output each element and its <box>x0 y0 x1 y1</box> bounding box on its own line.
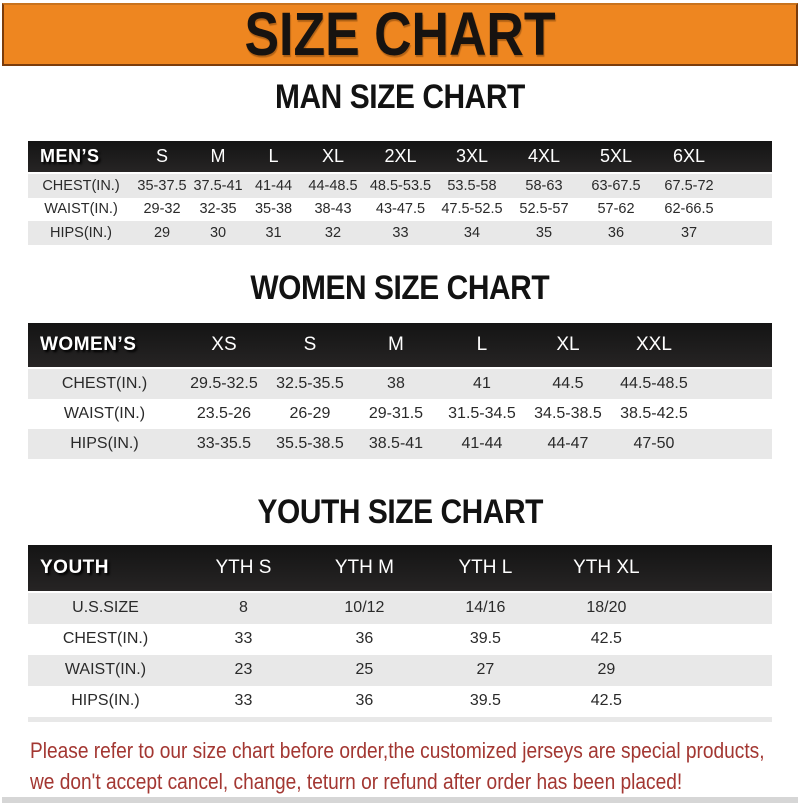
size-value: 42.5 <box>590 692 622 709</box>
size-value: 32-35 <box>199 201 237 218</box>
table-row <box>28 429 772 459</box>
size-value: 35-38 <box>254 201 293 218</box>
size-value: 31 <box>265 224 282 241</box>
size-value: 44.5 <box>552 374 584 392</box>
bottom-edge-strip <box>2 797 798 803</box>
size-value: 33 <box>392 224 409 241</box>
table-row <box>28 686 772 717</box>
size-value: 32.5-35.5 <box>276 374 344 392</box>
size-value: 14/16 <box>465 599 506 616</box>
spacer-cell <box>697 399 772 429</box>
size-value: 33 <box>234 630 253 647</box>
size-value: 8 <box>239 599 248 616</box>
table-row <box>28 545 772 591</box>
size-column-header: YTH M <box>334 556 394 578</box>
size-column-header: S <box>156 146 169 166</box>
size-value: 23 <box>234 661 253 678</box>
size-column-header: L <box>476 333 488 355</box>
size-value: 18/20 <box>586 599 627 616</box>
size-value: 41 <box>473 374 491 392</box>
table-row <box>28 655 772 686</box>
size-column-header: 5XL <box>599 146 632 166</box>
size-value: 29.5-32.5 <box>190 374 258 392</box>
size-value: 43-47.5 <box>375 201 426 218</box>
size-value: 36 <box>355 692 374 709</box>
size-value: 34 <box>463 224 481 241</box>
size-value: 53.5-58 <box>447 177 497 194</box>
size-value: 41-44 <box>254 177 293 194</box>
size-value: 30 <box>209 224 227 241</box>
size-value: 35 <box>535 224 553 241</box>
row-label: HIPS(IN.) <box>71 692 140 709</box>
size-column-header: S <box>303 333 317 355</box>
spacer-cell <box>697 323 772 367</box>
size-value: 25 <box>355 661 374 678</box>
size-value: 38.5-41 <box>368 434 424 452</box>
size-value: 32 <box>324 224 342 241</box>
size-value: 42.5 <box>590 630 622 647</box>
row-label: HIPS(IN.) <box>49 224 113 241</box>
size-value: 36 <box>355 630 374 647</box>
table-row <box>28 323 772 367</box>
row-label: CHEST(IN.) <box>62 630 149 647</box>
men-section-heading-text: MAN SIZE CHART <box>275 78 525 116</box>
row-label: WAIST(IN.) <box>64 661 147 678</box>
size-column-header: YTH L <box>458 556 513 578</box>
women-size-table <box>28 323 772 459</box>
size-value: 10/12 <box>344 599 385 616</box>
size-value: 34.5-38.5 <box>534 404 602 422</box>
spacer-cell <box>726 198 772 222</box>
size-value: 39.5 <box>469 692 501 709</box>
size-value: 29-31.5 <box>368 404 424 422</box>
section-women <box>0 268 800 459</box>
spacer-cell <box>667 686 772 717</box>
size-value: 29-32 <box>143 201 181 218</box>
page-title: SIZE CHART <box>244 0 556 68</box>
spacer-cell <box>726 174 772 198</box>
size-value: 38.5-42.5 <box>620 404 688 422</box>
row-label: WAIST(IN.) <box>63 404 146 422</box>
size-value: 63-67.5 <box>591 177 641 194</box>
size-column-header: XS <box>211 333 237 355</box>
size-value: 23.5-26 <box>196 404 252 422</box>
table-row <box>28 369 772 399</box>
size-column-header: XL <box>321 146 345 166</box>
size-value: 33-35.5 <box>196 434 252 452</box>
size-value: 44-48.5 <box>308 177 358 194</box>
size-value: 35.5-38.5 <box>276 434 344 452</box>
footer-note <box>30 735 800 797</box>
size-column-header: XL <box>556 333 580 355</box>
table-header-label: YOUTH <box>40 556 109 578</box>
footer-line-1-text: Please refer to our size chart before order,the customized jerseys are special products, <box>30 737 765 763</box>
women-section-heading-text: WOMEN SIZE CHART <box>250 268 550 307</box>
size-column-header: M <box>388 333 404 355</box>
size-value: 36 <box>607 224 625 241</box>
size-value: 29 <box>597 661 616 678</box>
banner <box>2 0 798 68</box>
size-value: 38-43 <box>314 201 352 218</box>
spacer-cell <box>697 369 772 399</box>
table-row <box>28 174 772 198</box>
size-value: 35-37.5 <box>137 177 187 194</box>
table-row <box>28 141 772 172</box>
row-label: CHEST(IN.) <box>61 374 148 392</box>
table-row <box>28 221 772 245</box>
size-value: 39.5 <box>469 630 501 647</box>
spacer-cell <box>667 545 772 591</box>
size-value: 57-62 <box>597 201 635 218</box>
section-men <box>0 80 800 245</box>
size-value: 38 <box>387 374 405 392</box>
size-value: 52.5-57 <box>519 201 569 218</box>
table-header-label: WOMEN’S <box>40 333 137 355</box>
size-value: 29 <box>153 224 171 241</box>
spacer-cell <box>667 624 772 655</box>
spacer-cell <box>726 141 772 172</box>
size-value: 26-29 <box>289 404 331 422</box>
spacer-cell <box>667 655 772 686</box>
table-header-label: MEN’S <box>40 146 100 166</box>
row-label: U.S.SIZE <box>72 599 139 616</box>
size-column-header: XXL <box>635 333 672 355</box>
size-value: 27 <box>476 661 495 678</box>
spacer-cell <box>726 221 772 245</box>
row-label: HIPS(IN.) <box>70 434 139 452</box>
spacer-cell <box>697 429 772 459</box>
women-section-heading <box>0 268 800 307</box>
size-value: 41-44 <box>461 434 503 452</box>
size-value: 37 <box>680 224 698 241</box>
footer-line-1 <box>30 735 800 766</box>
size-value: 58-63 <box>525 177 563 194</box>
size-value: 47-50 <box>633 434 675 452</box>
size-value: 44-47 <box>547 434 589 452</box>
size-column-header: M <box>210 146 226 166</box>
youth-section-heading <box>0 492 800 531</box>
size-column-header: 4XL <box>527 146 560 166</box>
size-value: 33 <box>234 692 253 709</box>
size-column-header: 3XL <box>455 146 488 166</box>
section-youth <box>0 492 800 722</box>
size-column-header: 2XL <box>384 146 417 166</box>
size-value: 62-66.5 <box>664 201 714 218</box>
table-row <box>28 198 772 222</box>
table-row <box>28 399 772 429</box>
size-value: 44.5-48.5 <box>620 374 688 392</box>
size-value: 47.5-52.5 <box>441 201 503 218</box>
row-label: CHEST(IN.) <box>42 177 120 194</box>
men-section-heading <box>0 80 800 114</box>
size-column-header: YTH XL <box>573 556 640 578</box>
size-value: 67.5-72 <box>664 177 714 194</box>
men-size-table <box>28 141 772 245</box>
footer-line-2-text: we don't accept cancel, change, teturn or refund after order has been placed! <box>30 768 683 794</box>
table-row <box>28 593 772 624</box>
table-row <box>28 624 772 655</box>
footer-line-2 <box>30 766 800 797</box>
row-label: WAIST(IN.) <box>44 201 118 218</box>
youth-section-heading-text: YOUTH SIZE CHART <box>257 492 543 531</box>
youth-size-table <box>28 545 772 722</box>
size-value: 31.5-34.5 <box>448 404 516 422</box>
size-value: 48.5-53.5 <box>369 177 432 194</box>
size-column-header: 6XL <box>672 146 706 166</box>
size-value: 37.5-41 <box>193 177 243 194</box>
size-column-header: L <box>268 146 279 166</box>
spacer-cell <box>667 593 772 624</box>
size-column-header: YTH S <box>215 556 272 578</box>
